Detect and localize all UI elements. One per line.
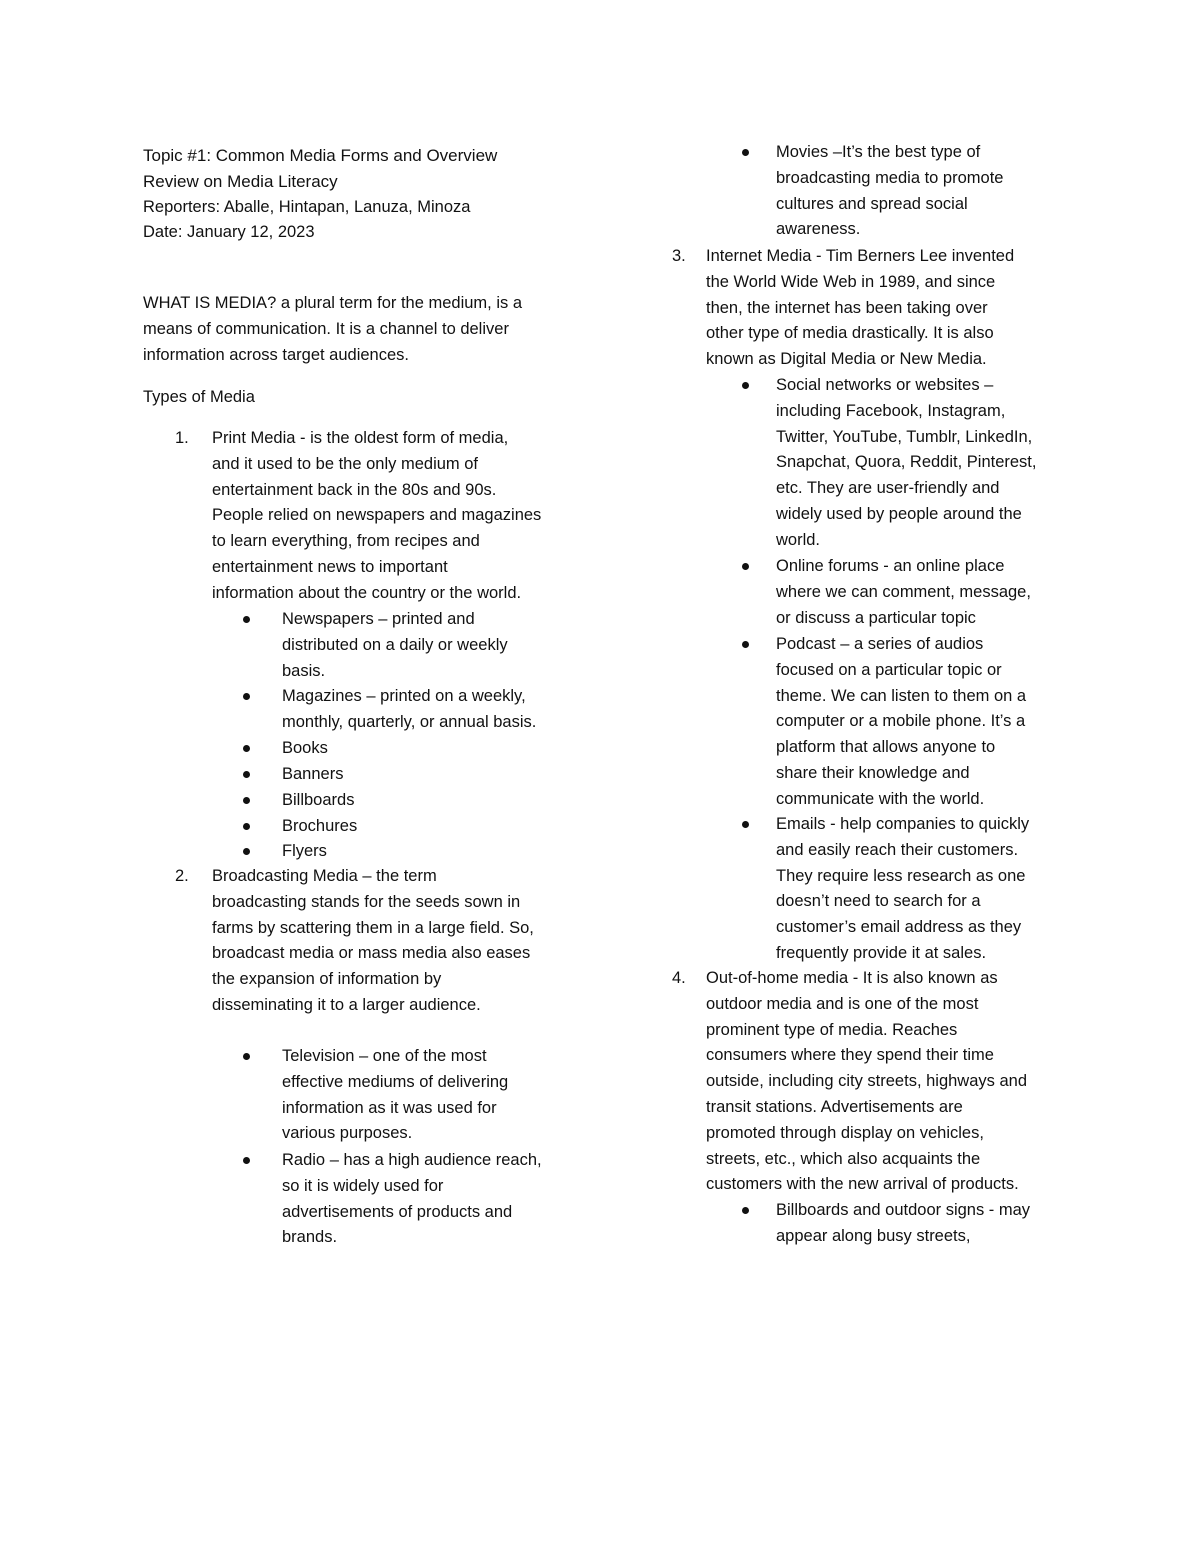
bullet-text: or discuss a particular topic bbox=[776, 608, 976, 627]
intro-line: information across target audiences. bbox=[143, 345, 409, 364]
bullet-text: Newspapers – printed and bbox=[282, 610, 475, 628]
intro-line: means of communication. It is a channel to deliver bbox=[143, 319, 509, 338]
item-text-line: the expansion of information by bbox=[212, 970, 442, 989]
item-text-line: Internet Media - Tim Berners Lee invented bbox=[706, 247, 1015, 265]
intro-paragraph bbox=[143, 291, 522, 368]
item-text-line: Print Media - is the oldest form of media, bbox=[212, 429, 509, 447]
item-text-line: then, the internet has been taking over bbox=[706, 298, 988, 317]
bullet-text: customer’s email address as they bbox=[776, 918, 1022, 937]
item-text-line: People relied on newspapers and magazines bbox=[212, 506, 542, 525]
bullet-text: advertisements of products and bbox=[282, 1202, 513, 1221]
bullet-text: Billboards and outdoor signs - may bbox=[776, 1201, 1031, 1219]
types-heading bbox=[143, 385, 255, 411]
item-text-line: outside, including city streets, highways and bbox=[706, 1072, 1028, 1091]
bullet-icon bbox=[243, 848, 250, 855]
bullet-text: information as it was used for bbox=[282, 1098, 497, 1117]
document-header bbox=[143, 143, 497, 246]
bullet-text: including Facebook, Instagram, bbox=[776, 401, 1006, 420]
list-number: 3. bbox=[672, 247, 686, 265]
bullet-text: cultures and spread social bbox=[776, 194, 968, 213]
item-text-line: Broadcasting Media – the term bbox=[212, 867, 437, 885]
bullet-text: world. bbox=[776, 530, 821, 549]
item-text-line: information about the country or the world. bbox=[212, 583, 522, 602]
bullet-text: awareness. bbox=[776, 220, 861, 239]
bullet-icon bbox=[742, 821, 749, 828]
bullet-icon bbox=[243, 1157, 250, 1164]
bullet-text: Emails - help companies to quickly bbox=[776, 815, 1030, 833]
bullet-text: brands. bbox=[282, 1228, 338, 1247]
bullet-icon bbox=[742, 563, 749, 570]
bullet-text: frequently provide it at sales. bbox=[776, 943, 987, 962]
bullet-text: share their knowledge and bbox=[776, 763, 970, 782]
bullet-text: Twitter, YouTube, Tumblr, LinkedIn, bbox=[776, 427, 1033, 446]
bullet-text: so it is widely used for bbox=[282, 1176, 444, 1195]
bullet-icon bbox=[742, 382, 749, 389]
title-line-2: Review on Media Literacy bbox=[143, 171, 338, 191]
bullet-icon bbox=[243, 823, 250, 830]
bullet-text: doesn’t need to search for a bbox=[776, 892, 981, 911]
bullet-icon bbox=[742, 641, 749, 648]
bullet-text: basis. bbox=[282, 661, 326, 680]
bullet-text: theme. We can listen to them on a bbox=[776, 686, 1027, 705]
bullet-text: Snapchat, Quora, Reddit, Pinterest, bbox=[776, 453, 1037, 472]
item-text-line: the World Wide Web in 1989, and since bbox=[706, 272, 996, 291]
bullet-text: various purposes. bbox=[282, 1124, 413, 1143]
bullet-icon bbox=[243, 693, 250, 700]
bullet-text: monthly, quarterly, or annual basis. bbox=[282, 712, 537, 731]
item-text-line: disseminating it to a larger audience. bbox=[212, 995, 481, 1014]
bullet-text: communicate with the world. bbox=[776, 789, 985, 808]
item-text-line: entertainment back in the 80s and 90s. bbox=[212, 480, 497, 499]
item-text-line: Out-of-home media - It is also known as bbox=[706, 969, 998, 987]
list-number: 4. bbox=[672, 969, 686, 987]
date: Date: January 12, 2023 bbox=[143, 223, 315, 242]
bullet-text: widely used by people around the bbox=[776, 504, 1022, 523]
bullet-text: Banners bbox=[282, 765, 344, 783]
bullet-icon bbox=[243, 797, 250, 804]
item-text-line: other type of media drastically. It is also bbox=[706, 324, 994, 343]
bullet-text: Billboards bbox=[282, 791, 355, 809]
title-line-1: Topic #1: Common Media Forms and Overview bbox=[143, 146, 498, 165]
bullet-text: Social networks or websites – bbox=[776, 376, 994, 394]
bullet-text: Movies –It’s the best type of bbox=[776, 143, 981, 161]
bullet-text: and easily reach their customers. bbox=[776, 840, 1019, 859]
bullet-text: Flyers bbox=[282, 842, 327, 860]
item-text-line: to learn everything, from recipes and bbox=[212, 532, 480, 551]
bullet-text: focused on a particular topic or bbox=[776, 660, 1002, 679]
item-text-line: customers with the new arrival of products. bbox=[706, 1175, 1019, 1194]
item-text-line: consumers where they spend their time bbox=[706, 1046, 994, 1065]
item-text-line: broadcasting stands for the seeds sown in bbox=[212, 892, 521, 911]
list-number: 1. bbox=[175, 429, 189, 447]
bullet-text: broadcasting media to promote bbox=[776, 168, 1004, 187]
bullet-icon bbox=[742, 149, 749, 156]
item-text-line: broadcast media or mass media also eases bbox=[212, 944, 531, 963]
item-text-line: entertainment news to important bbox=[212, 557, 448, 576]
bullet-text: Magazines – printed on a weekly, bbox=[282, 687, 526, 705]
bullet-icon bbox=[243, 1053, 250, 1060]
bullet-text: Online forums - an online place bbox=[776, 557, 1005, 575]
bullet-text: appear along busy streets, bbox=[776, 1226, 971, 1245]
item-text-line: outdoor media and is one of the most bbox=[706, 994, 979, 1013]
bullet-icon bbox=[742, 1207, 749, 1214]
bullet-text: effective mediums of delivering bbox=[282, 1072, 509, 1091]
list-number: 2. bbox=[175, 867, 189, 885]
bullet-text: Books bbox=[282, 739, 328, 757]
types-heading-text: Types of Media bbox=[143, 388, 255, 406]
bullet-text: computer or a mobile phone. It’s a bbox=[776, 712, 1026, 731]
item-text-line: farms by scattering them in a large field. So, bbox=[212, 918, 534, 937]
bullet-icon bbox=[243, 745, 250, 752]
bullet-text: Radio – has a high audience reach, bbox=[282, 1151, 542, 1169]
bullet-icon bbox=[243, 616, 250, 623]
item-text-line: transit stations. Advertisements are bbox=[706, 1097, 963, 1116]
bullet-text: platform that allows anyone to bbox=[776, 738, 996, 757]
bullet-text: Brochures bbox=[282, 817, 358, 835]
intro-line: WHAT IS MEDIA? a plural term for the medium, is a bbox=[143, 294, 523, 312]
bullet-text: They require less research as one bbox=[776, 866, 1026, 885]
bullet-icon bbox=[243, 771, 250, 778]
bullet-text: where we can comment, message, bbox=[776, 582, 1031, 601]
reporters: Reporters: Aballe, Hintapan, Lanuza, Minoza bbox=[143, 197, 471, 216]
bullet-text: etc. They are user-friendly and bbox=[776, 479, 1000, 498]
bullet-text: Podcast – a series of audios bbox=[776, 635, 984, 653]
item-text-line: known as Digital Media or New Media. bbox=[706, 350, 987, 369]
bullet-text: Television – one of the most bbox=[282, 1047, 487, 1065]
item-text-line: promoted through display on vehicles, bbox=[706, 1123, 984, 1142]
item-text-line: and it used to be the only medium of bbox=[212, 454, 478, 473]
item-text-line: prominent type of media. Reaches bbox=[706, 1020, 958, 1039]
item-text-line: streets, etc., which also acquaints the bbox=[706, 1149, 981, 1168]
bullet-text: distributed on a daily or weekly bbox=[282, 635, 508, 654]
